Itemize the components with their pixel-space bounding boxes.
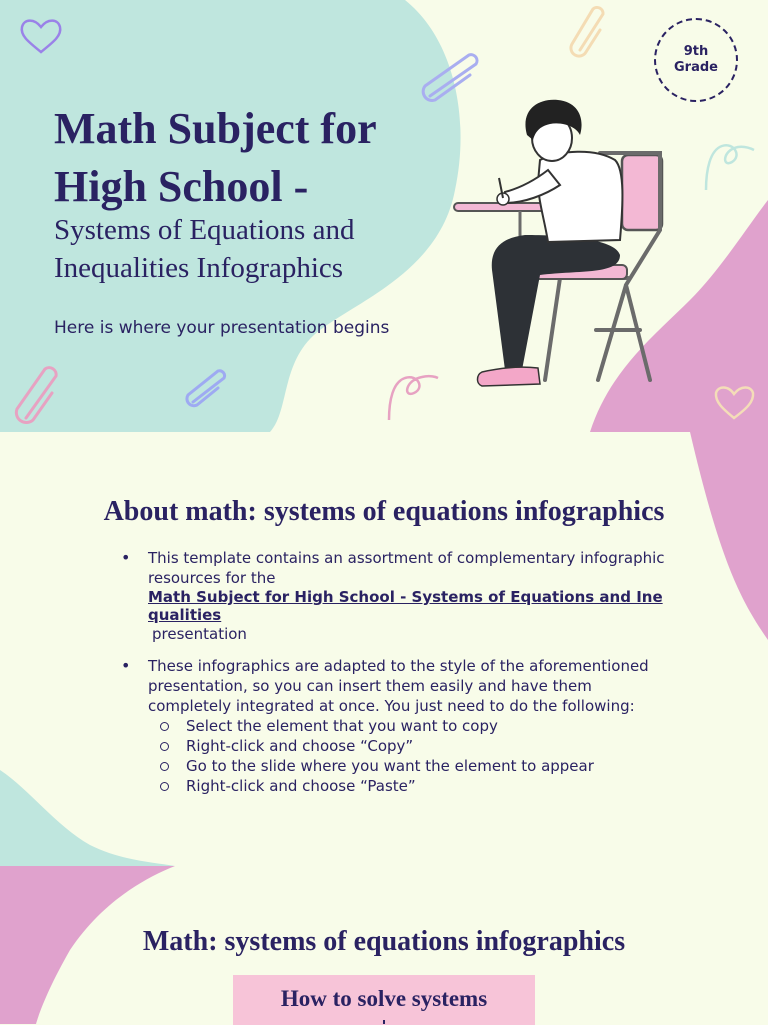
infographics-heading: Math: systems of equations infographics (142, 926, 626, 957)
grade-badge-number: 9th (683, 44, 709, 59)
step-item: Right-click and choose “Paste” (186, 776, 668, 796)
list-item (148, 656, 668, 796)
presentation-link[interactable]: Math Subject for High School - Systems of Equations and Inequalities (148, 588, 663, 624)
swirl-decoration (389, 376, 438, 420)
step-item: Go to the slide where you want the element to appear (186, 756, 668, 776)
paperclip-icon (571, 7, 603, 56)
pink-blob-right-lower (690, 432, 768, 640)
connector-line (383, 1020, 385, 1024)
student-illustration (454, 100, 662, 386)
page-subtitle: Systems of Equations and Inequalities Infographics (54, 214, 355, 284)
grade-badge-label: Grade (674, 60, 718, 75)
steps-list (148, 716, 668, 796)
list-item-text: These infographics are adapted to the style of the aforementioned presentation, so you can insert them easily and have them completely integrated at once. You just need to do the following: (148, 657, 649, 715)
about-heading: About math: systems of equations infographics (103, 496, 665, 527)
list-item-text: presentation (152, 625, 247, 643)
step-item: Select the element that you want to copy (186, 716, 668, 736)
grade-badge (654, 18, 738, 102)
swirl-decoration (706, 145, 754, 190)
about-list (148, 548, 668, 808)
list-item-text: This template contains an assortment of complementary infographic resources for the (148, 549, 665, 587)
list-item (148, 548, 668, 644)
page-title: Math Subject for High School - (54, 104, 376, 211)
intro-text: Here is where your presentation begins (54, 318, 390, 338)
how-to-solve-box: How to solve systems (233, 975, 535, 1025)
step-item: Right-click and choose “Copy” (186, 736, 668, 756)
